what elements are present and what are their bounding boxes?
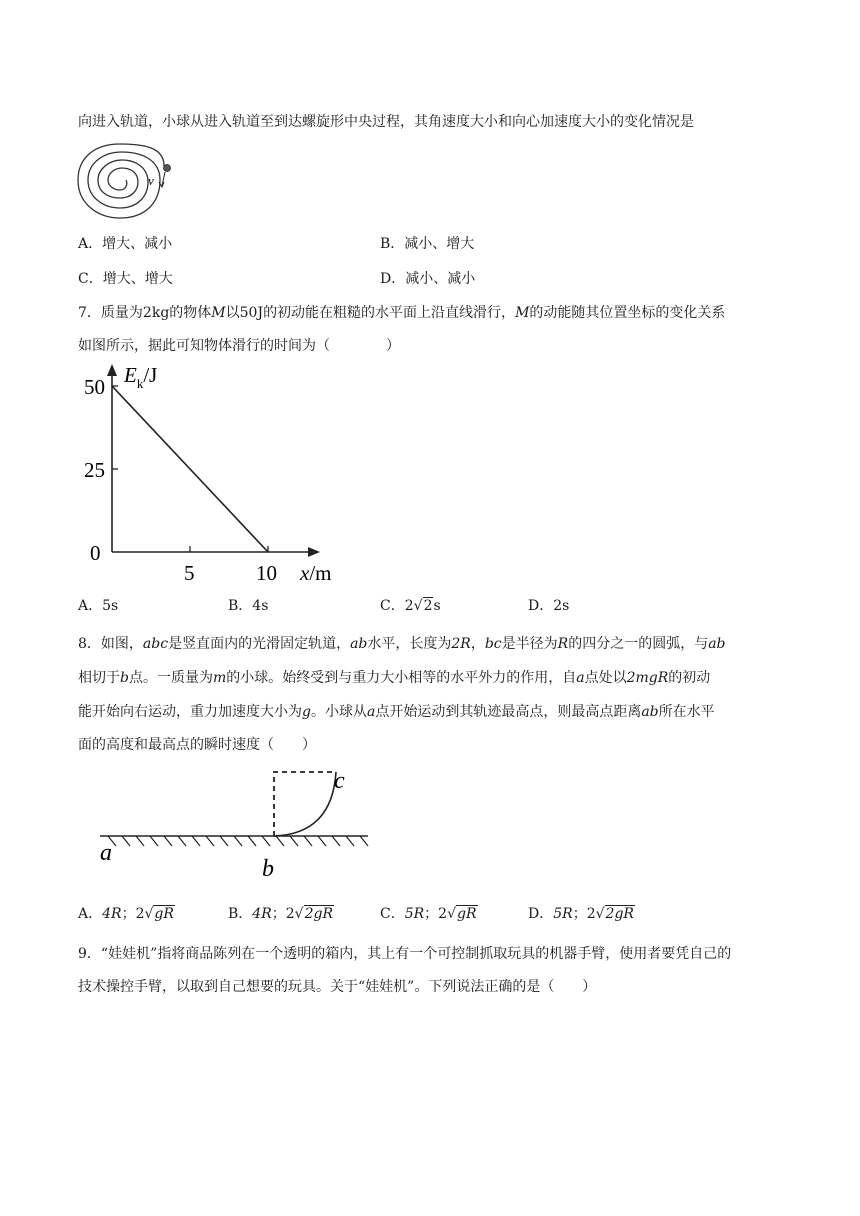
y-tick-label: 50 xyxy=(84,375,105,399)
q6-option-b[interactable]: B．减小、增大 xyxy=(380,236,475,252)
y-axis-label: $E_k/J$ xyxy=(124,363,158,391)
ground-hatch xyxy=(304,836,312,846)
dashed-quarter-box xyxy=(274,772,336,836)
label-c: c xyxy=(334,768,345,794)
ground-hatch xyxy=(290,836,298,846)
ek-x-chart xyxy=(78,362,348,584)
y-tick-label: 25 xyxy=(84,458,105,482)
ground-hatch xyxy=(262,836,270,846)
q7-option-b[interactable]: B．4s xyxy=(228,598,269,614)
q7-stem-line1: 7．质量为2kg的物体M以50J的初动能在粗糙的水平面上沿直线滑行，M的动能随其位置坐标的变化关系 xyxy=(78,305,726,321)
q8-stem-line3: 能开始向右运动，重力加速度大小为g。小球从a点开始运动到其轨迹最高点，则最高点距离ab所在水平 xyxy=(78,704,715,720)
track-abc-figure xyxy=(96,762,376,884)
ground-hatch xyxy=(276,836,284,846)
q6-option-a[interactable]: A．增大、减小 xyxy=(78,236,173,252)
ground-hatch xyxy=(150,836,158,846)
q6-option-d[interactable]: D．减小、减小 xyxy=(380,271,476,287)
q7-option-d[interactable]: D．2s xyxy=(528,598,570,614)
q8-stem-line1: 8．如图，abc是竖直面内的光滑固定轨道，ab水平，长度为2R，bc是半径为R的四分之一的圆弧，与ab xyxy=(78,636,726,652)
sqrt-symbol: √2 xyxy=(413,598,433,614)
y-axis-arrow xyxy=(107,364,117,376)
x-axis-arrow xyxy=(308,547,320,557)
x-axis-label: x/m xyxy=(300,561,332,584)
q6-option-c[interactable]: C．增大、增大 xyxy=(78,271,173,287)
q7-stem-line2: 如图所示，据此可知物体滑行的时间为（ ） xyxy=(78,338,400,354)
q7-option-a[interactable]: A．5s xyxy=(78,598,119,614)
ground-hatch xyxy=(220,836,228,846)
ek-line xyxy=(112,386,268,552)
ground-hatch xyxy=(332,836,340,846)
x-tick-label: 5 xyxy=(184,561,195,584)
ground-hatch xyxy=(360,836,368,846)
label-b: b xyxy=(262,856,274,882)
q7-option-c[interactable]: C．2√2s xyxy=(380,598,441,614)
q8-stem-line2: 相切于b点。一质量为m的小球。始终受到与重力大小相等的水平外力的作用，自a点处以2mgR的初动 xyxy=(78,670,711,686)
ground-hatch xyxy=(136,836,144,846)
q8-option-c[interactable]: C．5R；2√gR xyxy=(380,906,477,922)
ground-hatch xyxy=(346,836,354,846)
sqrt-symbol: √gR xyxy=(144,906,174,922)
ground-hatch xyxy=(122,836,130,846)
ground-hatch xyxy=(248,836,256,846)
q9-stem-line1: 9．“娃娃机”指将商品陈列在一个透明的箱内，其上有一个可控制抓取玩具的机器手臂，使用者要凭自己的 xyxy=(78,946,732,962)
ground-hatch xyxy=(206,836,214,846)
q8-option-d[interactable]: D．5R；2√2gR xyxy=(528,906,634,922)
q8-option-a[interactable]: A．4R；2√gR xyxy=(78,906,174,922)
ground-hatch xyxy=(164,836,172,846)
arc-bc xyxy=(274,772,336,836)
q8-option-b[interactable]: B．4R；2√2gR xyxy=(228,906,334,922)
label-a: a xyxy=(100,840,112,866)
ball xyxy=(164,165,171,172)
q9-stem-line2: 技术操控手臂，以取到自己想要的玩具。关于“娃娃机”。下列说法正确的是（ ） xyxy=(78,979,597,995)
sqrt-symbol: √gR xyxy=(447,906,477,922)
sqrt-symbol: √2gR xyxy=(294,906,334,922)
sqrt-symbol: √2gR xyxy=(595,906,634,922)
ground-hatch xyxy=(318,836,326,846)
q6-stem: 向进入轨道，小球从进入轨道至到达螺旋形中央过程，其角速度大小和向心加速度大小的变化情况是 xyxy=(78,114,694,130)
x-tick-label: 10 xyxy=(256,561,277,584)
q8-stem-line4: 面的高度和最高点的瞬时速度（ ） xyxy=(78,737,316,753)
ground-hatch xyxy=(234,836,242,846)
ground-hatch xyxy=(178,836,186,846)
spiral-track-figure xyxy=(76,142,186,222)
origin-label: 0 xyxy=(90,541,101,565)
velocity-label: v xyxy=(148,173,154,188)
ground-hatch xyxy=(192,836,200,846)
